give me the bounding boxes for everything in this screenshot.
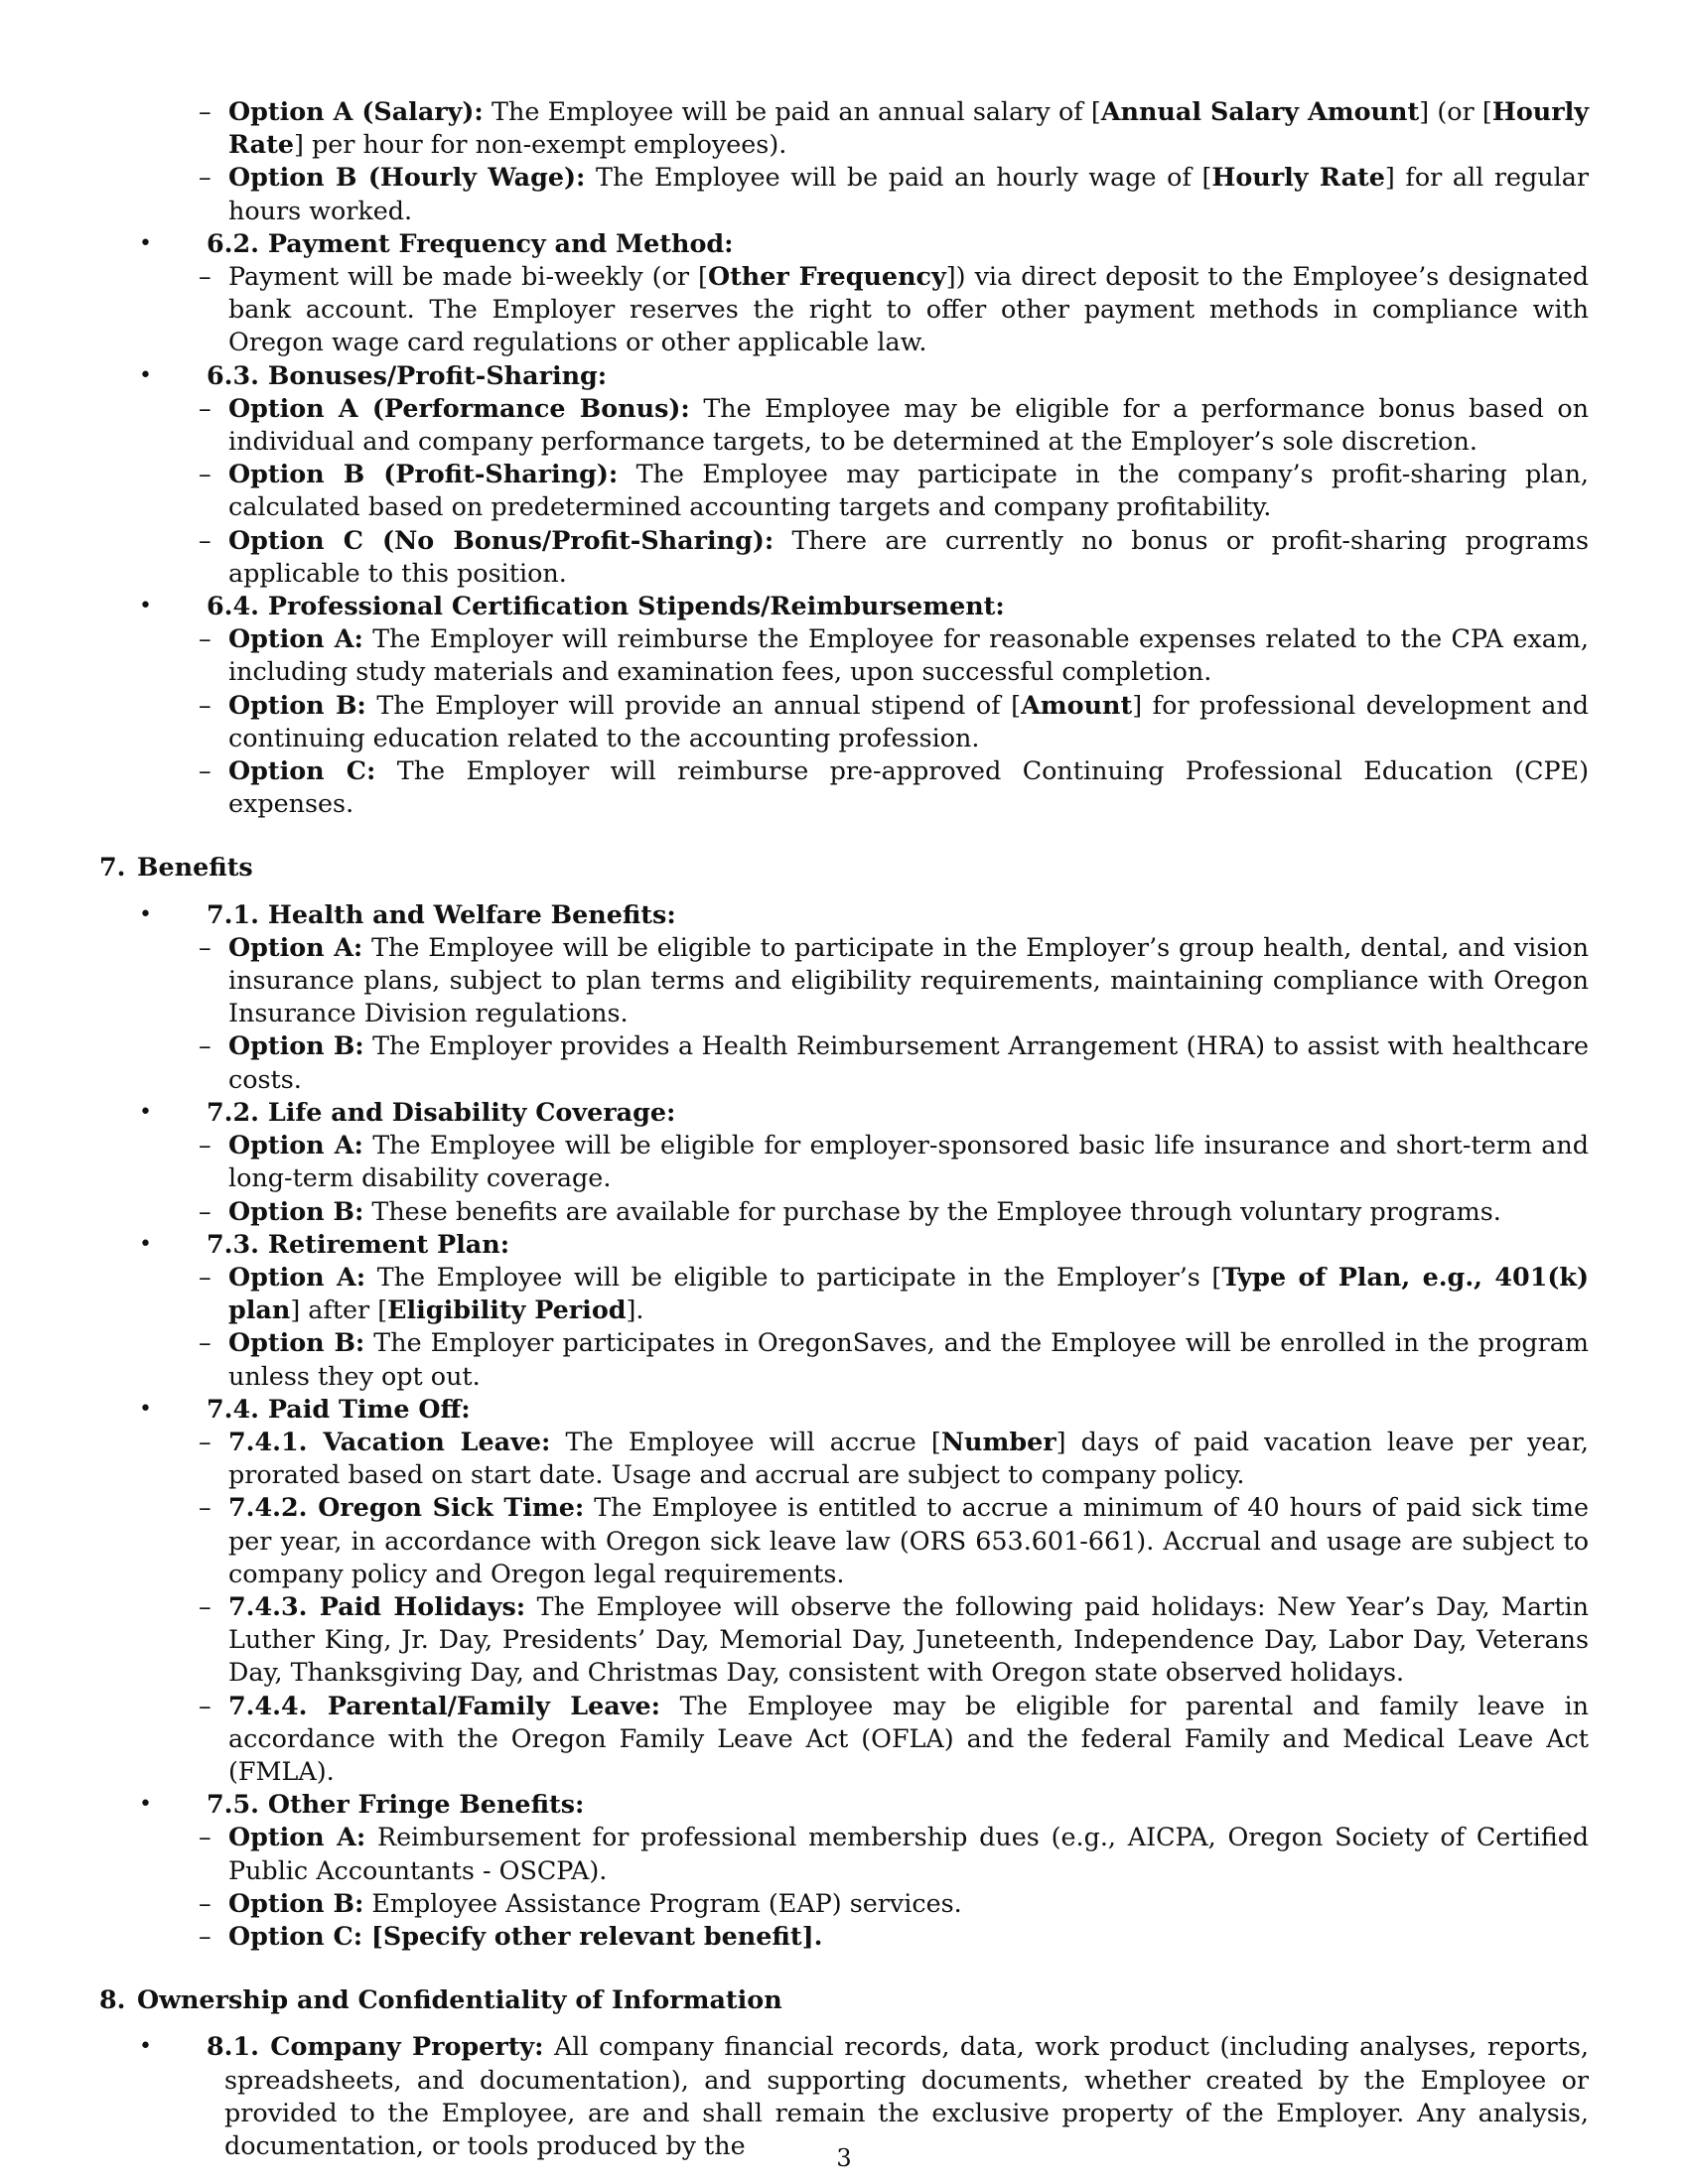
section-heading-8: 8. Ownership and Confidentiality of Information [99,1984,782,2015]
dash-marker: – [199,1887,211,1918]
dash-marker: – [199,689,211,720]
list-item: – Option A (Performance Bonus): The Employee may be eligible for a performance bonus based on individual and company performance targets, to be determined at the Employer’s sole discretion. [199,392,1589,457]
subsection-heading: 6.2. Payment Frequency and Method: [207,227,734,258]
list-item: – Option A: The Employee will be eligible for employer-sponsored basic life insurance and short-term and long-term disability coverage. [199,1130,1589,1193]
subsection-6-2 [99,227,1589,260]
document-page [99,95,1589,2162]
subsection-heading: 7.1. Health and Welfare Benefits: [207,898,676,929]
list-item: – Option B: The Employer participates in OregonSaves, and the Employee will be enrolled in the program unless they opt out. [199,1327,1589,1391]
list-item: – Option C: The Employer will reimburse pre-approved Continuing Professional Education (CPE) expenses. [199,755,1590,819]
list-item: – Option C (No Bonus/Profit-Sharing): There are currently no bonus or profit-sharing programs applicable to this position. [199,524,1590,588]
dash-marker: – [199,931,211,962]
subsection-7-2 [99,1096,1589,1129]
subsection-6-4 [99,590,1589,622]
bullet-marker: • [139,901,152,927]
bullet-marker: • [139,594,152,619]
list-item: – Option A: Reimbursement for professional membership dues (e.g., AICPA, Oregon Society of Certified Public Accountants - OSCPA). [199,1822,1589,1885]
dash-marker: – [199,1327,211,1358]
list-item: – Payment will be made bi-weekly (or [Other Frequency]) via direct deposit to the Employee’s designated bank account. The Employer reserves the right to offer other payment methods in compliance with Oregon wage card regulations or other applicable law. [199,261,1589,357]
bullet-marker: • [139,1792,152,1818]
option-label: Option B (Hourly Wage): [228,162,586,193]
dash-marker: – [199,1920,211,1951]
subsection-7-3 [99,1228,1589,1261]
dash-marker: – [199,1195,211,1226]
list-item: – Option A (Salary): The Employee will be paid an annual salary of [Annual Salary Amount] (or [Hourly Rate] per hour for non-exempt employees). [199,96,1589,160]
dash-marker: – [199,459,211,489]
list-item: – Option B (Profit-Sharing): The Employee may participate in the company’s profit-sharing plan, calculated based on predetermined accounting targets and company profitability. [199,459,1589,522]
dash-marker: – [199,1030,211,1061]
bullet-marker: • [139,362,152,388]
dash-marker: – [199,1261,211,1292]
bullet-marker: • [139,1231,152,1257]
list-item: – Option A: The Employer will reimburse the Employee for reasonable expenses related to the CPA exam, including study materials and examination fees, upon successful completion. [199,623,1589,687]
dash-marker: – [199,162,211,193]
dash-marker: – [199,524,211,555]
subsection-heading: 7.4. Paid Time Off: [207,1393,471,1424]
list-item: – Option B (Hourly Wage): The Employee will be paid an hourly wage of [Hourly Rate] for all regular hours worked. [199,162,1589,225]
subsection-7-1 [99,898,1589,931]
list-item: – Option B: The Employer provides a Health Reimbursement Arrangement (HRA) to assist with healthcare costs. [199,1030,1589,1094]
dash-marker: – [199,1822,211,1852]
bullet-marker: • [139,2034,152,2060]
dash-marker: – [199,392,211,423]
bullet-marker: • [139,1099,152,1125]
subsection-6-3 [99,359,1589,392]
page-number: 3 [836,2144,852,2172]
dash-marker: – [199,623,211,654]
subsection-heading: 7.2. Life and Disability Coverage: [207,1096,676,1127]
bullet-marker: • [139,1396,152,1422]
subsection-7-5 [99,1788,1589,1821]
subsection-8-1: • 8.1. Company Property: All company financial records, data, work product (including analyses, reports, spreadsheets, and documentation), and supporting documents, whether created by the Employee or provided to the Employee, are and shall remain the exclusive property of the Employer. Any analysis, documentation, or tools produced by the [139,2031,1590,2160]
list-item: – Option A: The Employee will be eligible to participate in the Employer’s group health, dental, and vision insurance plans, subject to plan terms and eligibility requirements, maintaining compliance with Oregon Insurance Division regulations. [199,931,1589,1028]
subsection-heading: 7.5. Other Fringe Benefits: [207,1789,585,1820]
section-heading-7: 7. Benefits [99,852,253,883]
list-item: – Option B: The Employer will provide an annual stipend of [Amount] for professional development and continuing education related to the accounting profession. [199,689,1590,752]
subsection-heading: 7.3. Retirement Plan: [207,1228,510,1259]
list-item: – Option A: The Employee will be eligible to participate in the Employer’s [Type of Plan, e.g., 401(k) plan] after [Eligibility Period]. [199,1261,1589,1325]
list-item: – 7.4.3. Paid Holidays: The Employee will observe the following paid holidays: New Year’s Day, Martin Luther King, Jr. Day, Presidents’ Day, Memorial Day, Juneteenth, Independence Day, Labor Day, Veterans Day, Thanksgiving Day, and Christmas Day, consistent with Oregon state observed holidays. [199,1590,1589,1688]
dash-marker: – [199,755,211,786]
dash-marker: – [199,1426,211,1456]
dash-marker: – [199,1690,211,1720]
dash-marker: – [199,96,211,126]
list-item: – 7.4.1. Vacation Leave: The Employee will accrue [Number] days of paid vacation leave per year, prorated based on start date. Usage and accrual are subject to company policy. [199,1426,1589,1490]
list-item: – 7.4.2. Oregon Sick Time: The Employee is entitled to accrue a minimum of 40 hours of paid sick time per year, in accordance with Oregon sick leave law (ORS 653.601-661). Accrual and usage are subject to company policy and Oregon legal requirements. [199,1492,1589,1588]
list-item: – Option C: [Specify other relevant benefit]. [99,1920,1589,1953]
list-item: – Option B: Employee Assistance Program (EAP) services. [99,1887,1589,1920]
subsection-heading: 6.3. Bonuses/Profit-Sharing: [207,359,608,390]
dash-marker: – [199,261,211,292]
list-item: – Option B: These benefits are available for purchase by the Employee through voluntary programs. [99,1195,1589,1228]
dash-marker: – [199,1130,211,1160]
dash-marker: – [199,1492,211,1523]
bullet-marker: • [139,230,152,256]
dash-marker: – [199,1590,211,1621]
subsection-7-4 [99,1393,1589,1426]
option-label: Option A (Salary): [228,96,484,126]
subsection-heading: 6.4. Professional Certification Stipends/Reimbursement: [207,591,1005,621]
list-item: – 7.4.4. Parental/Family Leave: The Employee may be eligible for parental and family leave in accordance with the Oregon Family Leave Act (OFLA) and the federal Family and Medical Leave Act (FMLA). [199,1690,1589,1786]
